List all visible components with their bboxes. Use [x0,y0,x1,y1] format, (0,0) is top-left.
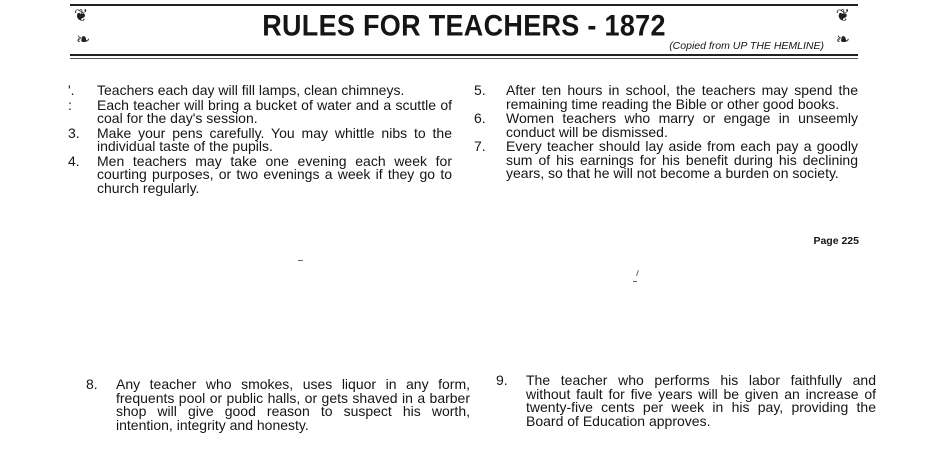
rule-text: The teacher who performs his labor faithfully and without fault for five years will be given an increase of twenty-five cents per week in his pay, providing the Board of Education approves. [526,372,876,429]
rule-number: 5. [474,82,486,98]
scan-speck [633,281,637,282]
ornament-swirl-icon: ❦ [835,6,850,26]
rule-item [68,124,452,154]
title-banner [70,4,858,56]
rule-text: Make your pens carefully. You may whittle nibs to the individual taste of the pupils. [97,124,452,154]
rule-text: Every teacher should lay aside from each pay a goodly sum of his earnings for his benefit during his declining years, so that he will not become a burden on society. [506,138,858,181]
banner-top-rule [70,4,858,6]
rule-text: Each teacher will bring a bucket of water and a scuttle of coal for the day's session. [97,96,452,126]
rules-bottom-left-column [86,378,470,433]
rule-item [474,84,858,111]
rule-number: 6. [474,110,486,126]
rule-item [474,140,858,181]
scan-speck [636,270,639,276]
rule-number: 9. [496,372,508,388]
rule-number: '. [68,82,75,98]
page-number: Page 225 [813,235,859,247]
rules-bottom-right-column [496,374,876,429]
rule-text: Men teachers may take one evening each week for courting purposes, or two evenings a week if they go to church regularly. [97,152,452,196]
rule-item [86,378,470,432]
banner-bottom-rule [70,54,858,56]
rule-item [68,152,452,196]
rule-number: 8. [86,376,98,392]
rule-item [68,96,452,126]
rule-text: Teachers each day will fill lamps, clean chimneys. [97,82,405,98]
rule-item [474,112,858,139]
rule-number: : [68,96,72,113]
scan-speck [298,260,303,261]
rule-text: After ten hours in school, the teachers may spend the remaining time reading the Bible or other good books. [506,82,858,112]
rule-text: Any teacher who smokes, uses liquor in any form, frequents pool or public halls, or gets shaved in a barber shop will give good reason to suspect his worth, intention, integrity and honesty. [116,376,470,433]
ornament-swirl-icon: ❧ [835,30,850,50]
rule-number: 7. [474,138,486,154]
page-title: RULES FOR TEACHERS - 1872 [262,9,666,43]
rule-item [68,84,452,98]
source-credit: (Copied from UP THE HEMLINE) [669,40,824,52]
ornament-swirl-icon: ❦ [74,6,89,26]
rule-item [496,374,876,428]
rule-number: 3. [68,124,80,141]
ornament-swirl-icon: ❧ [76,30,91,50]
rule-number: 4. [68,152,80,169]
rules-right-column [474,84,858,182]
rule-text: Women teachers who marry or engage in unseemly conduct will be dismissed. [506,110,858,140]
rules-left-column [68,84,452,196]
